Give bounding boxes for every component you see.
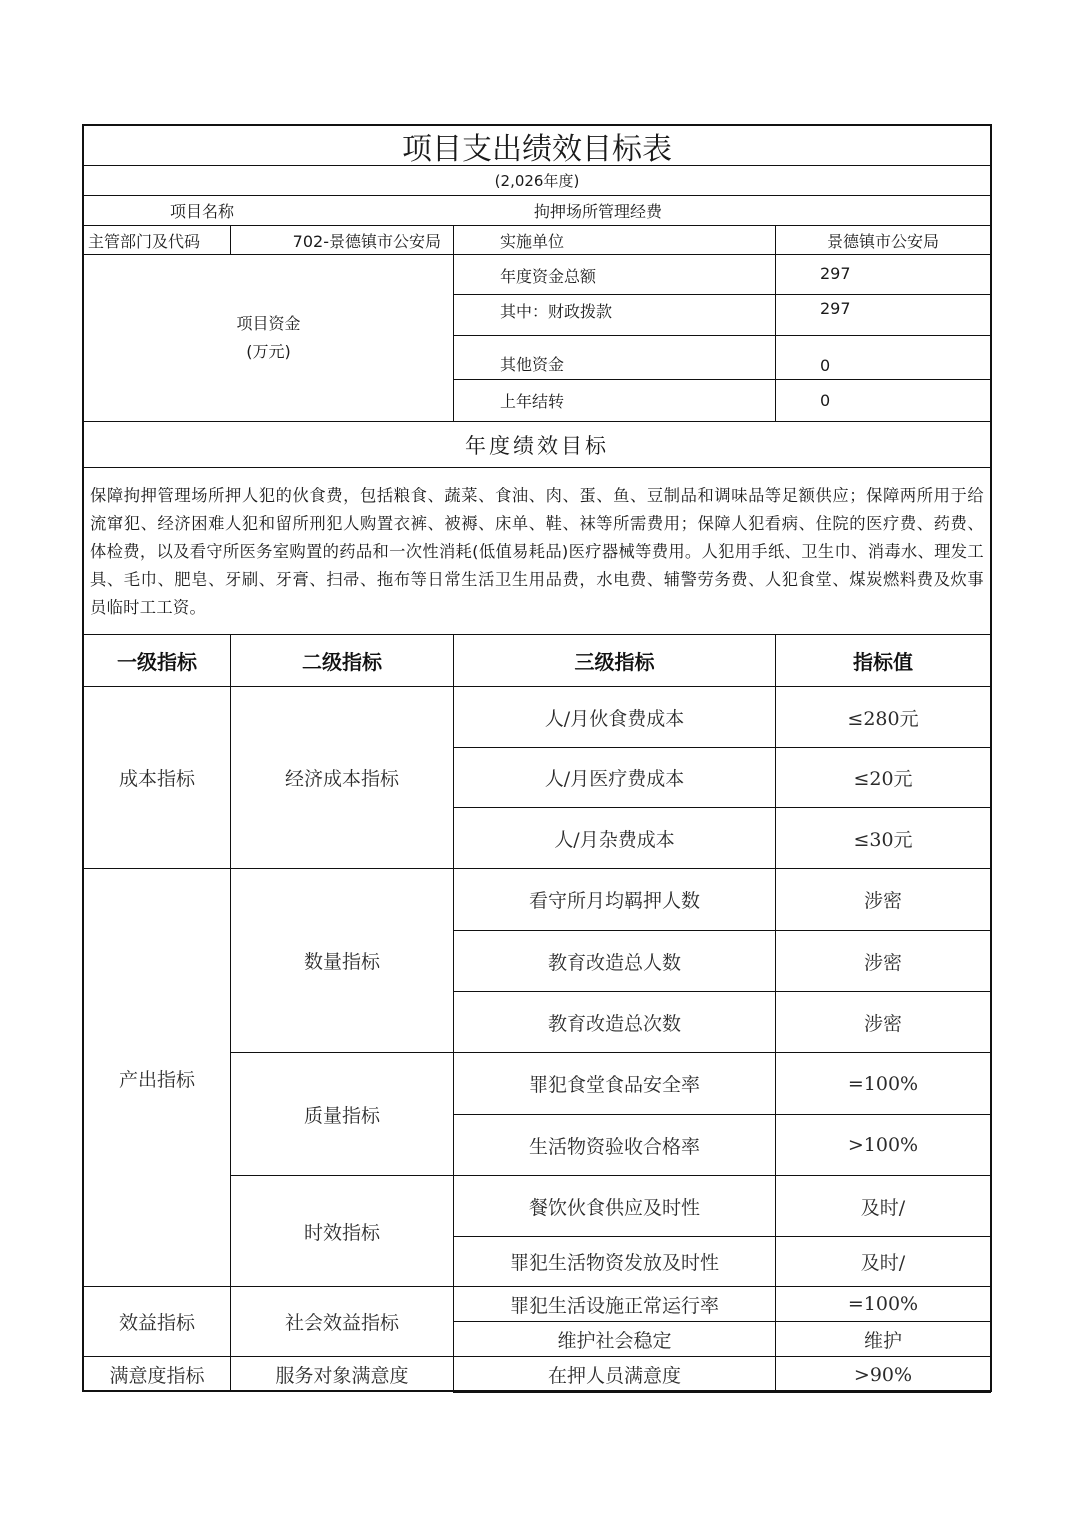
indicator-value-text: >100% <box>847 1134 919 1156</box>
annual-goal-heading: 年度绩效目标 <box>465 433 609 458</box>
level3-indicator <box>453 1356 776 1393</box>
level1-cost <box>83 686 231 869</box>
header-level2-text: 二级指标 <box>302 650 382 674</box>
level3-indicator <box>453 1114 776 1176</box>
impl-value-cell <box>775 225 991 255</box>
level3-indicator-text: 人/月医疗费成本 <box>544 768 685 790</box>
indicator-value-text: 涉密 <box>863 890 902 912</box>
level2-service-satisfaction <box>230 1356 454 1392</box>
level1-text: 产出指标 <box>118 1069 195 1091</box>
level3-indicator-text: 餐饮伙食供应及时性 <box>528 1196 700 1219</box>
indicator-value-text: >90% <box>853 1363 913 1386</box>
impl-label-cell <box>453 225 776 255</box>
funds-row-label: 其中：财政拨款 <box>500 302 613 321</box>
indicator-value-text: 维护 <box>863 1329 902 1352</box>
level3-indicator-text: 罪犯食堂食品安全率 <box>528 1074 700 1096</box>
funds-row-value-cell <box>775 379 991 422</box>
level3-indicator-text: 人/月伙食费成本 <box>544 707 685 730</box>
funds-label-cell <box>83 254 454 422</box>
indicator-value-text: 涉密 <box>863 1012 902 1035</box>
level3-indicator <box>453 1321 776 1357</box>
level3-indicator <box>453 1286 776 1322</box>
level1-text: 成本指标 <box>118 768 195 790</box>
header-level2 <box>230 634 454 687</box>
level2-timeliness <box>230 1175 454 1287</box>
impl-value: 景德镇市公安局 <box>826 231 939 251</box>
level2-text: 经济成本指标 <box>284 768 399 790</box>
project-name-label: 项目名称 <box>170 202 235 221</box>
indicator-value <box>775 747 991 808</box>
page-title: 项目支出绩效目标表 <box>402 131 672 167</box>
level3-indicator-text: 罪犯生活设施正常运行率 <box>509 1294 719 1317</box>
level1-satisfaction <box>83 1356 231 1392</box>
indicator-value <box>775 1114 991 1176</box>
funds-row-value-cell <box>775 335 991 380</box>
header-level1 <box>83 634 231 687</box>
level2-social-benefit <box>230 1286 454 1357</box>
funds-row-value: 297 <box>820 264 851 283</box>
funds-row <box>453 294 776 336</box>
level3-indicator-text: 人/月杂费成本 <box>554 828 675 851</box>
indicator-value <box>775 991 991 1053</box>
annual-goal-heading-cell <box>83 421 991 468</box>
header-value-text: 指标值 <box>853 650 913 674</box>
project-name-value: 拘押场所管理经费 <box>534 202 663 221</box>
level1-output <box>83 868 231 1287</box>
level3-indicator <box>453 747 776 808</box>
header-level3-text: 三级指标 <box>574 650 655 674</box>
indicator-value-text: 涉密 <box>863 951 902 974</box>
indicator-value <box>775 1321 991 1357</box>
level3-indicator <box>453 807 776 869</box>
funds-row-value-cell <box>775 254 991 295</box>
header-level3 <box>453 634 776 687</box>
level2-quantity <box>230 868 454 1053</box>
indicator-value <box>775 1286 991 1322</box>
level3-indicator-text: 看守所月均羁押人数 <box>528 890 700 912</box>
indicator-value-text: ≤30元 <box>853 828 913 851</box>
level3-indicator-text: 教育改造总次数 <box>547 1012 681 1035</box>
level1-text: 满意度指标 <box>109 1364 205 1387</box>
indicator-value-text: 及时/ <box>860 1252 906 1274</box>
funds-row <box>453 379 776 422</box>
level3-indicator <box>453 930 776 992</box>
funds-row-label: 上年结转 <box>500 392 565 411</box>
indicator-value-text: 及时/ <box>860 1196 906 1219</box>
dept-label: 主管部门及代码 <box>88 231 201 251</box>
dept-label-cell <box>83 225 231 255</box>
funds-unit: (万元) <box>246 342 291 361</box>
level3-indicator <box>453 991 776 1053</box>
project-name-row <box>83 195 991 226</box>
funds-row-label: 年度资金总额 <box>500 267 597 286</box>
dept-value: 702-景德镇市公安局 <box>292 231 441 251</box>
funds-row <box>453 335 776 380</box>
year-row <box>83 165 991 196</box>
indicator-value <box>775 868 991 931</box>
table-title <box>83 125 991 166</box>
level3-indicator-text: 教育改造总人数 <box>547 951 681 974</box>
indicator-value <box>775 1052 991 1115</box>
indicator-value-text: =100% <box>847 1072 919 1095</box>
funds-row-value: 0 <box>820 356 831 375</box>
funds-row-value: 297 <box>820 299 851 318</box>
indicator-value-text: =100% <box>847 1293 919 1315</box>
header-level1-text: 一级指标 <box>117 650 197 674</box>
level2-text: 社会效益指标 <box>284 1312 399 1334</box>
level3-indicator-text: 生活物资验收合格率 <box>528 1135 700 1158</box>
level3-indicator-text: 在押人员满意度 <box>547 1365 681 1387</box>
funds-row <box>453 254 776 295</box>
indicator-value <box>775 930 991 992</box>
level2-text: 时效指标 <box>303 1221 380 1244</box>
funds-row-value: 0 <box>820 391 831 410</box>
level3-indicator <box>453 1052 776 1115</box>
indicator-value-text: ≤280元 <box>847 707 919 730</box>
level3-indicator <box>453 1175 776 1237</box>
level3-indicator <box>453 868 776 931</box>
level3-indicator <box>453 1236 776 1287</box>
funds-row-label: 其他资金 <box>500 355 565 374</box>
level2-economic-cost <box>230 686 454 869</box>
annual-goal-text: 保障拘押管理场所押人犯的伙食费，包括粮食、蔬菜、食油、肉、蛋、鱼、豆制品和调味品等足额供应；保障两所用于给流窜犯、经济困难人犯和留所刑犯人购置衣裤、被褥、床单、鞋、袜等所需费用；保障人犯看病、住院的医疗费、药费、体检费，以及看守所医务室购置的药品和一次性消耗(低值易耗品)医疗器械等费用。人犯用手纸、卫生巾、消毒水、理发工具、毛巾、肥皂、牙刷、牙膏、扫帚、拖布等日常生活卫生用品费，水电费、辅警劳务费、人犯食堂、煤炭燃料费及炊事员临时工工资。 <box>90 486 984 617</box>
level2-text: 数量指标 <box>303 951 380 973</box>
funds-row-value-cell <box>775 294 991 336</box>
level2-text: 服务对象满意度 <box>275 1364 409 1387</box>
header-value <box>775 634 991 687</box>
indicator-value <box>775 1175 991 1237</box>
indicator-value <box>775 686 991 748</box>
impl-label: 实施单位 <box>500 231 565 251</box>
funds-label: 项目资金 <box>236 314 301 333</box>
indicator-value <box>775 1356 991 1393</box>
level1-benefit <box>83 1286 231 1357</box>
annual-goal-text-cell <box>83 467 991 635</box>
indicator-value <box>775 807 991 869</box>
indicator-value-text: ≤20元 <box>853 768 913 790</box>
level3-indicator-text: 维护社会稳定 <box>557 1329 672 1352</box>
indicator-value <box>775 1236 991 1287</box>
level2-quality <box>230 1052 454 1176</box>
level3-indicator <box>453 686 776 748</box>
level2-text: 质量指标 <box>303 1104 380 1127</box>
dept-value-cell <box>230 225 454 255</box>
level3-indicator-text: 罪犯生活物资发放及时性 <box>509 1252 719 1274</box>
fiscal-year: (2,026年度) <box>494 172 580 190</box>
level1-text: 效益指标 <box>118 1312 195 1334</box>
